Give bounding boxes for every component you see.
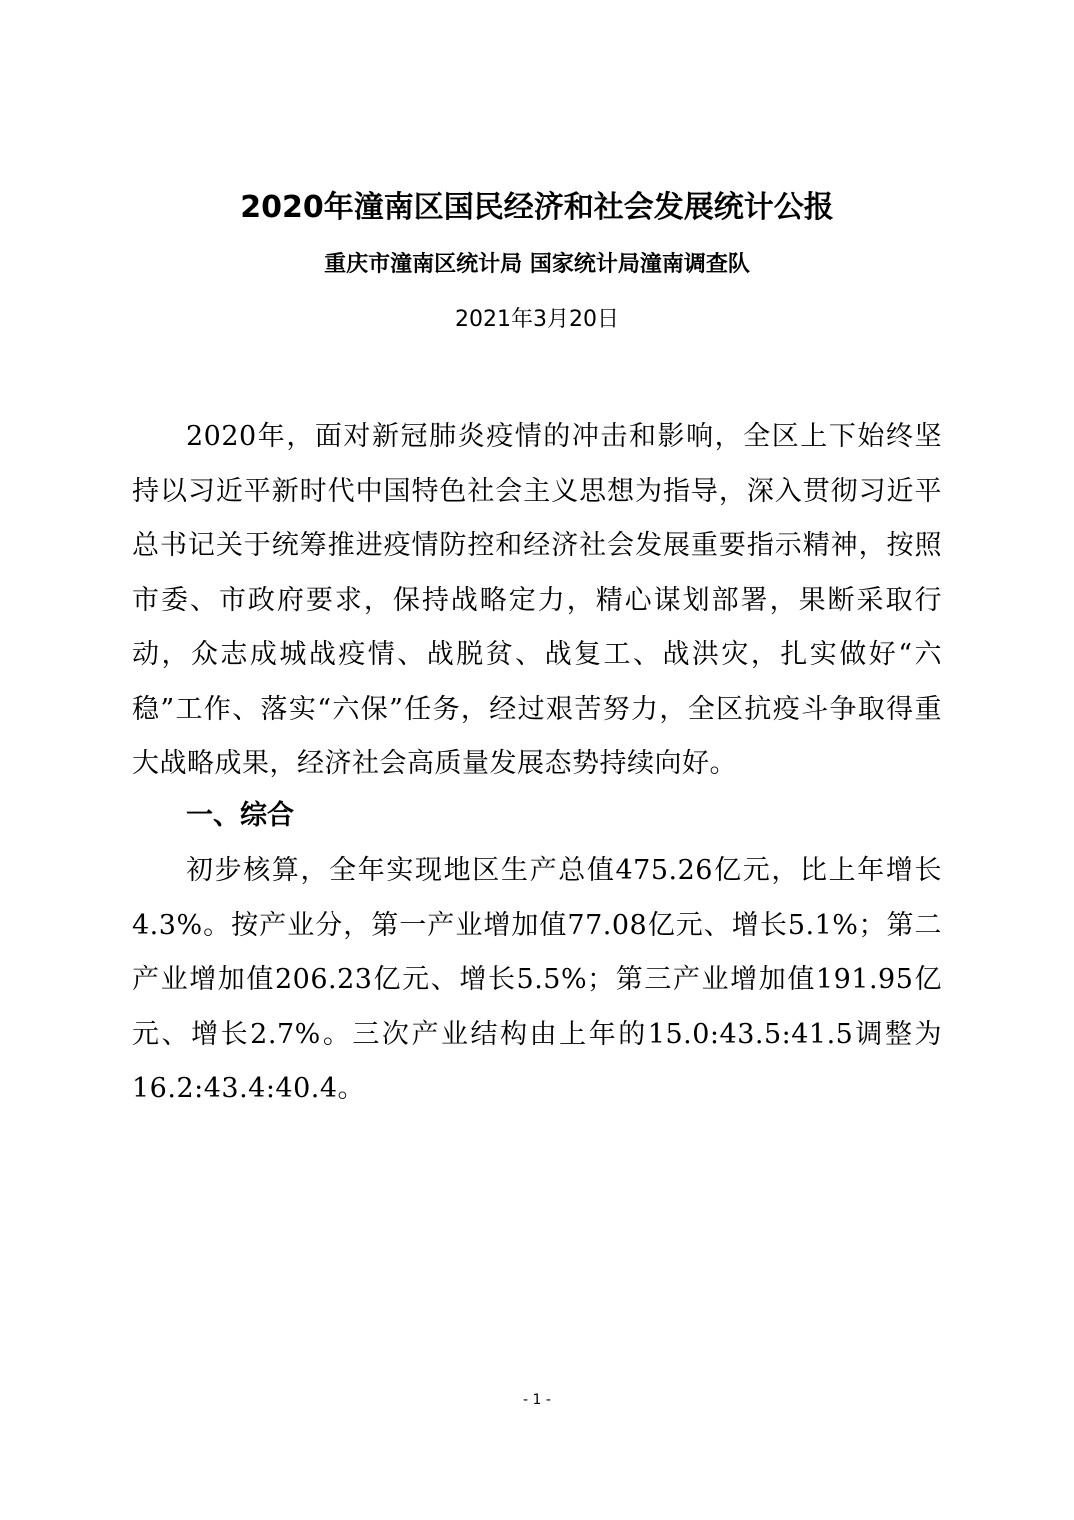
section-heading: 一、综合	[186, 800, 294, 831]
page-number: - 1 -	[523, 1392, 551, 1408]
gdp-paragraph: 初步核算，全年实现地区生产总值475.26亿元，比上年增长4.3%。按产业分，第一产业增加值77.08亿元、增长5.1%；第二产业增加值206.23亿元、增长5.5%；第三产业增加值191.95亿元、增长2.7%。三次产业结构由上年的15.0:43.5:41.5调整为16.2:43.4:40.4。	[132, 855, 942, 1104]
document-title: 2020年潼南区国民经济和社会发展统计公报	[240, 190, 834, 225]
intro-paragraph: 2020年，面对新冠肺炎疫情的冲击和影响，全区上下始终坚持以习近平新时代中国特色社会主义思想为指导，深入贯彻习近平总书记关于统筹推进疫情防控和经济社会发展重要指示精神，按照市委、市政府要求，保持战略定力，精心谋划部署，果断采取行动，众志成城战疫情、战脱贫、战复工、战洪灾，扎实做好“六稳”工作、落实“六保”任务，经过艰苦努力，全区抗疫斗争取得重大战略成果，经济社会高质量发展态势持续向好。	[132, 421, 942, 779]
document-date: 2021年3月20日	[455, 307, 619, 332]
document-authors: 重庆市潼南区统计局 国家统计局潼南调查队	[324, 251, 750, 277]
